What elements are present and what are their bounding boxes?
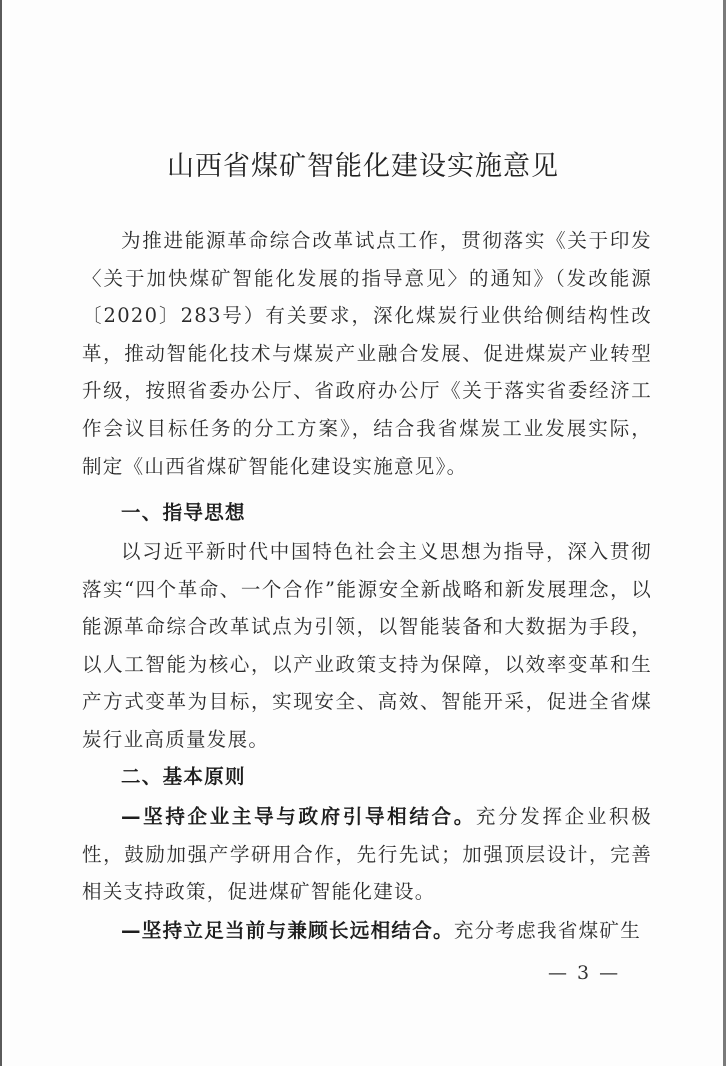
section2-heading: 二、基本原则 [121,765,246,788]
section1-heading-block [82,494,652,532]
intro-block [82,222,652,485]
principle2-text: 充分考虑我省煤矿生 [453,919,642,942]
principle1-block [82,798,652,911]
section2-heading-block [82,758,652,796]
section1-heading: 一、指导思想 [121,501,246,524]
principle1-lead: —坚持企业主导与政府引导相结合。 [121,805,476,828]
page-number: — 3 — [548,962,621,984]
principle2-lead: —坚持立足当前与兼顾长远相结合。 [121,919,454,942]
intro-paragraph: 为推进能源革命综合改革试点工作，贯彻落实《关于印发〈关于加快煤矿智能化发展的指导意见〉的通知》（发改能源〔2020〕283号）有关要求，深化煤炭行业供给侧结构性改革，推动智能化技术与煤炭产业融合发展、促进煤炭产业转型升级，按照省委办公厅、省政府办公厅《关于落实省委经济工作会议目标任务的分工方案》，结合我省煤炭工业发展实际，制定《山西省煤矿智能化建设实施意见》。 [82,229,652,478]
principle1-text: 充分发挥企业积极性，鼓励加强产学研用合作，先行先试；加强顶层设计，完善相关支持政策，促进煤矿智能化建设。 [82,805,652,904]
section1-paragraph: 以习近平新时代中国特色社会主义思想为指导，深入贯彻落实“四个革命、一个合作”能源安全新战略和新发展理念，以能源革命综合改革试点为引领，以智能装备和大数据为手段，以人工智能为核心，以产业政策支持为保障，以效率变革和生产方式变革为目标，实现安全、高效、智能开采，促进全省煤炭行业高质量发展。 [82,540,652,751]
section1-block [82,533,652,759]
principle2-paragraph [82,912,652,950]
document-title: 山西省煤矿智能化建设实施意见 [167,151,559,182]
principle1-paragraph [82,798,652,911]
principle2-block [82,912,652,950]
